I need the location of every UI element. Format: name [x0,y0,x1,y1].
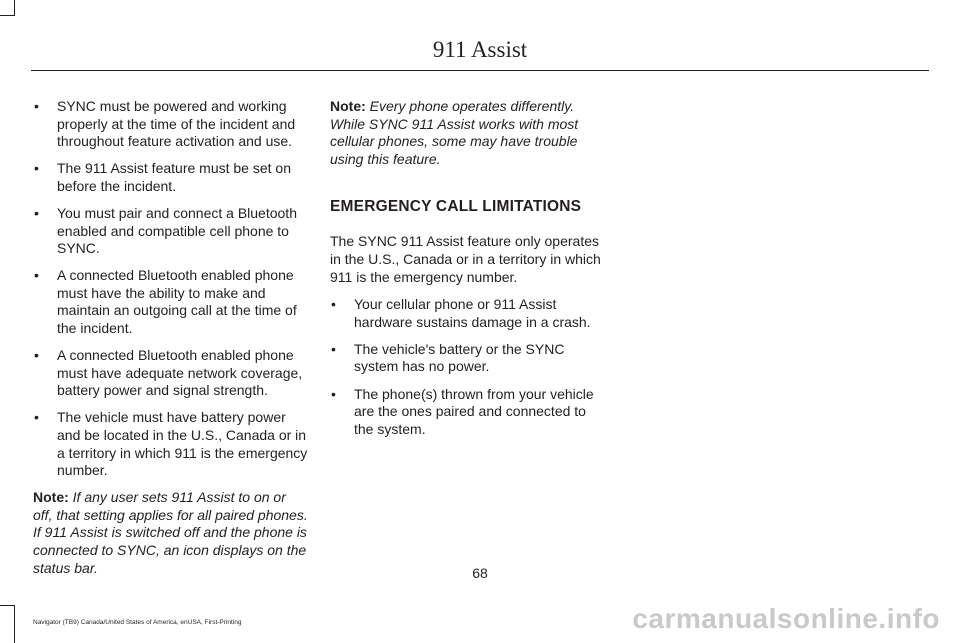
limitations-list [330,296,605,438]
list-item [330,386,605,439]
bullet-icon: • [34,409,39,426]
left-column [33,98,308,577]
bullet-icon: • [331,296,336,313]
crop-mark-top-left-horizontal [0,15,15,16]
list-item-text: The phone(s) thrown from your vehicle are the ones paired and connected to the system. [354,385,594,437]
list-item [33,160,308,195]
list-item [33,267,308,337]
note-text: If any user sets 911 Assist to on or off, that setting applies for all paired phones. If 911 Assist is switched off and the phone is connected to SYNC, an icon displays on the status bar. [33,489,308,576]
list-item-text: The vehicle must have battery power and be located in the U.S., Canada or in a territory in which 911 is the emergency number. [57,409,308,479]
bullet-icon: • [34,347,39,364]
right-column [330,98,605,448]
section-heading: EMERGENCY CALL LIMITATIONS [330,198,582,216]
note-paragraph [330,98,605,168]
body-paragraph: The SYNC 911 Assist feature only operates in the U.S., Canada or in a territory in which 911 is the emergency number. [330,233,601,285]
footer-text: Navigator (TB9) Canada/United States of America, enUSA, First-Printing [33,619,242,626]
page-header-title: 911 Assist [432,37,528,62]
list-item-text: SYNC must be powered and working properly at the time of the incident and throughout feature activation and use. [57,98,296,150]
list-item [33,98,308,151]
list-item [330,341,605,376]
list-item [330,296,605,331]
list-item-text: A connected Bluetooth enabled phone must have the ability to make and maintain an outgoing call at the time of the incident. [57,267,297,337]
list-item [33,205,308,258]
crop-mark-bottom-left-vertical [14,605,15,643]
bullet-icon: • [34,98,39,114]
page-number: 68 [472,565,488,581]
list-item-text: You must pair and connect a Bluetooth enabled and compatible cell phone to SYNC. [57,204,297,257]
list-item-text: A connected Bluetooth enabled phone must have adequate network coverage, battery power and signal strength. [57,347,303,399]
crop-mark-bottom-left-horizontal [0,605,15,606]
list-item-text: Your cellular phone or 911 Assist hardware sustains damage in a crash. [354,296,591,330]
list-item-text: The 911 Assist feature must be set on before the incident. [57,160,291,194]
list-item-text: The vehicle's battery or the SYNC system has no power. [354,340,565,375]
bullet-icon: • [34,160,39,177]
bullet-icon: • [331,340,336,357]
header-rule [31,70,929,71]
bullet-icon: • [34,267,39,284]
list-item [33,409,308,479]
crop-mark-top-left-vertical [14,0,15,16]
watermark: carmanualsonline.info [632,603,940,634]
requirements-list [33,98,308,480]
bullet-icon: • [331,385,336,402]
note-text: Every phone operates differently. While SYNC 911 Assist works with most cellular phones, some may have trouble using this feature. [330,98,579,167]
bullet-icon: • [34,204,39,221]
list-item [33,347,308,400]
note-label: Note: [330,98,366,114]
note-label: Note: [33,489,69,506]
